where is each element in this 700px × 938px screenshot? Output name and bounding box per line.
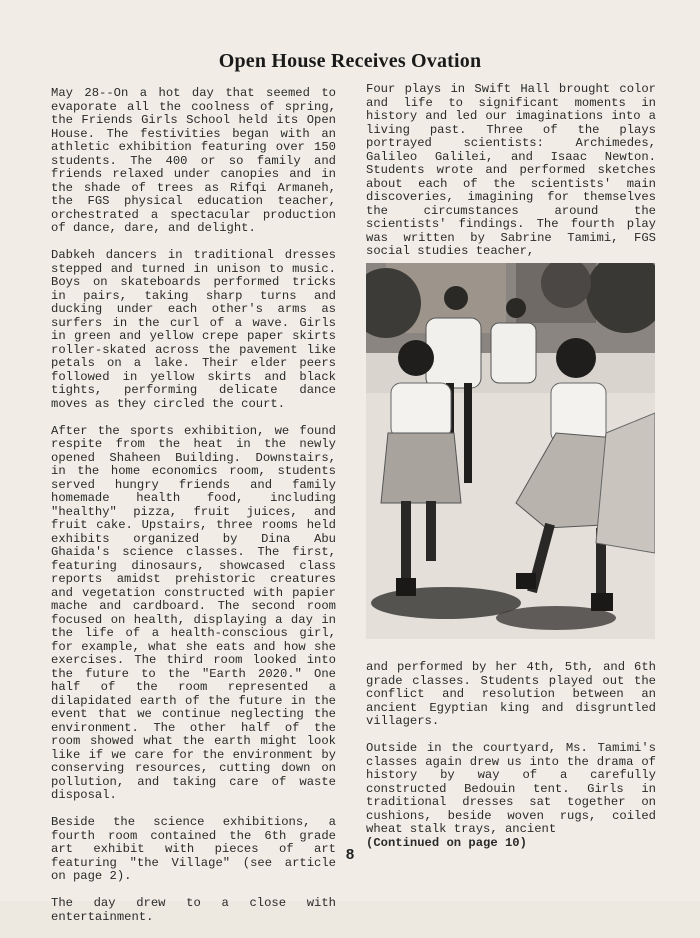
paragraph: Outside in the courtyard, Ms. Tamimi's classes again drew us into the drama of history by way of a carefully constructed Bedouin tent. Girls in traditional dresses sat together on cushions, beside woven rugs, coiled wheat stalk trays, ancient xyxy=(366,741,656,836)
paragraph: Beside the science exhibitions, a fourth room contained the 6th grade art exhibit with pieces of art featuring "the Village" (see article on page 2). xyxy=(51,815,336,883)
left-column xyxy=(51,87,336,938)
paragraph: and performed by her 4th, 5th, and 6th grade classes. Students played out the conflict and resolution between an ancient Egyptian king and disgruntled villagers. xyxy=(366,660,656,728)
continued-note: (Continued on page 10) xyxy=(366,835,527,850)
right-column-top xyxy=(366,83,656,272)
paragraph: Four plays in Swift Hall brought color and life to significant moments in history and led our imaginations into a living past. Three of the plays portrayed scientists: Archimedes, Galileo Galilei, and Isaac Newton. Students wrote and performed sketches about each of the scientists' main discoveries, imagining for themselves the circumstances around the scientists' findings. The fourth play was written by Sabrine Tamimi, FGS social studies teacher, xyxy=(366,82,656,258)
right-column-bottom xyxy=(366,661,656,850)
paragraph: After the sports exhibition, we found respite from the heat in the newly opened Shaheen Building. Downstairs, in the home economics room, students served hungry friends and family homemade health food, including "healthy" pizza, fruit juices, and fruit cake. Upstairs, three rooms held exhibits organized by Dina Abu Ghaida's science classes. The first, featuring dinosaurs, showcased class reports amidst prehistoric creatures and vegetation constructed with papier mache and cardboard. The second room focused on health, displaying a day in the life of a health-conscious girl, for example, what she eats and how she exercises. The third room looked into the future to the "Earth 2020." One half of the room represented a dilapidated earth of the future in the event that we continue neglecting the environment. The other half of the room showed what the earth might look like if we care for the environment by conserving resources, cutting down on pollution, and taking care of waste disposal. xyxy=(51,423,336,802)
paragraph: Dabkeh dancers in traditional dresses stepped and turned in unison to music. Boys on skateboards performed tricks in pairs, taking sharp turns and ducking under each other's arms as surfers in the curl of a wave. Girls in green and yellow crepe paper skirts roller-skated across the pavement like petals on a lake. Their elder peers followed in yellow skirts and black tights, performing delicate dance moves as they circled the court. xyxy=(51,248,336,411)
roller-skaters-photo xyxy=(366,263,655,639)
paragraph: May 28--On a hot day that seemed to evaporate all the coolness of spring, the Friends Girls School held its Open House. The festivities began with an athletic exhibition featuring over 150 students. The 400 or so family and friends relaxed under canopies and in the shade of trees as Rifqi Armaneh, the FGS physical education teacher, orchestrated a spectacular production of dance, dare, and delight. xyxy=(51,86,336,235)
article-title: Open House Receives Ovation xyxy=(218,50,482,72)
paragraph: The day drew to a close with entertainment. xyxy=(51,896,336,924)
page-number: 8 xyxy=(345,846,355,863)
